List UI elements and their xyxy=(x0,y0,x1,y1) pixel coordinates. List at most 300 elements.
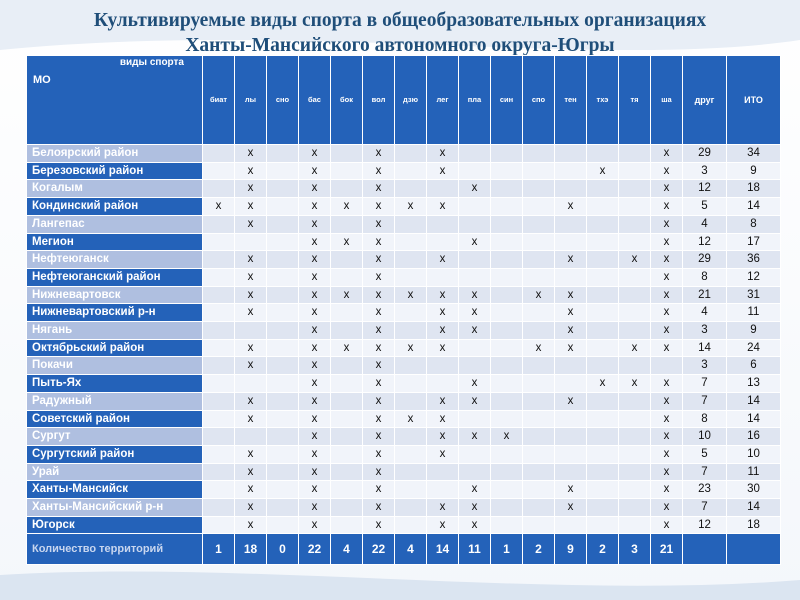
sport-mark-cell: х xyxy=(459,322,491,340)
column-header: бок xyxy=(331,56,363,145)
sport-mark-cell: х xyxy=(363,180,395,198)
sport-mark-cell xyxy=(267,198,299,216)
sport-mark-cell: х xyxy=(299,428,331,446)
totals-row xyxy=(27,534,781,565)
sport-mark-cell: х xyxy=(363,445,395,463)
sport-mark-cell xyxy=(203,428,235,446)
sport-mark-cell: х xyxy=(331,198,363,216)
sport-mark-cell xyxy=(267,233,299,251)
sport-mark-cell xyxy=(395,428,427,446)
municipality-name: Ханты-Мансийский р-н xyxy=(27,499,203,517)
sport-mark-cell xyxy=(491,463,523,481)
sport-mark-cell xyxy=(235,322,267,340)
sport-mark-cell xyxy=(523,375,555,393)
sport-mark-cell: х xyxy=(299,286,331,304)
total-count: 24 xyxy=(727,339,781,357)
sport-mark-cell xyxy=(459,268,491,286)
sport-mark-cell xyxy=(203,180,235,198)
territory-count: 3 xyxy=(619,534,651,565)
sport-mark-cell xyxy=(459,357,491,375)
municipality-name: Ханты-Мансийск xyxy=(27,481,203,499)
sport-mark-cell: х xyxy=(363,428,395,446)
total-count: 34 xyxy=(727,145,781,163)
sport-mark-cell: х xyxy=(555,251,587,269)
sport-mark-cell xyxy=(267,251,299,269)
sport-mark-cell xyxy=(203,463,235,481)
total-count: 14 xyxy=(727,198,781,216)
sport-mark-cell: х xyxy=(363,198,395,216)
sport-mark-cell xyxy=(203,251,235,269)
table-row xyxy=(27,516,781,534)
sport-mark-cell xyxy=(523,145,555,163)
municipality-name: Березовский район xyxy=(27,162,203,180)
table-row xyxy=(27,499,781,517)
sport-mark-cell xyxy=(459,162,491,180)
sport-mark-cell xyxy=(491,375,523,393)
sport-mark-cell: х xyxy=(555,322,587,340)
other-sports-count: 3 xyxy=(683,162,727,180)
sport-mark-cell xyxy=(555,215,587,233)
table-row xyxy=(27,198,781,216)
total-count: 14 xyxy=(727,392,781,410)
other-sports-count: 5 xyxy=(683,198,727,216)
sport-mark-cell xyxy=(523,233,555,251)
sport-mark-cell xyxy=(395,145,427,163)
table-row xyxy=(27,180,781,198)
sport-mark-cell xyxy=(523,180,555,198)
sport-mark-cell: х xyxy=(651,445,683,463)
empty-cell xyxy=(727,534,781,565)
sport-mark-cell xyxy=(331,410,363,428)
sport-mark-cell: х xyxy=(395,410,427,428)
sport-mark-cell xyxy=(459,251,491,269)
sport-mark-cell xyxy=(267,145,299,163)
sport-mark-cell xyxy=(619,180,651,198)
sport-mark-cell: х xyxy=(235,516,267,534)
column-header: биат xyxy=(203,56,235,145)
header-corner xyxy=(27,56,203,145)
sport-mark-cell xyxy=(331,445,363,463)
table-row xyxy=(27,251,781,269)
sport-mark-cell: х xyxy=(299,251,331,269)
sport-mark-cell: х xyxy=(299,357,331,375)
municipality-name: Советский район xyxy=(27,410,203,428)
table-row xyxy=(27,481,781,499)
sport-mark-cell: х xyxy=(619,375,651,393)
total-count: 17 xyxy=(727,233,781,251)
column-header: вол xyxy=(363,56,395,145)
sport-mark-cell: х xyxy=(427,145,459,163)
sport-mark-cell: х xyxy=(235,357,267,375)
sport-mark-cell xyxy=(267,481,299,499)
sport-mark-cell: х xyxy=(427,392,459,410)
sport-mark-cell xyxy=(395,516,427,534)
sport-mark-cell xyxy=(459,198,491,216)
sport-mark-cell: х xyxy=(235,463,267,481)
sport-mark-cell xyxy=(203,145,235,163)
sport-mark-cell: х xyxy=(651,410,683,428)
sport-mark-cell xyxy=(267,445,299,463)
sport-mark-cell xyxy=(203,268,235,286)
other-sports-count: 7 xyxy=(683,463,727,481)
sport-mark-cell: х xyxy=(363,499,395,517)
sport-mark-cell xyxy=(203,233,235,251)
sport-mark-cell: х xyxy=(363,375,395,393)
sport-mark-cell xyxy=(331,180,363,198)
column-header: ша xyxy=(651,56,683,145)
sport-mark-cell xyxy=(587,463,619,481)
column-header: спо xyxy=(523,56,555,145)
sport-mark-cell: х xyxy=(555,286,587,304)
sport-mark-cell xyxy=(203,304,235,322)
sport-mark-cell xyxy=(395,162,427,180)
sport-mark-cell xyxy=(427,357,459,375)
sport-mark-cell: х xyxy=(555,499,587,517)
sport-mark-cell xyxy=(331,516,363,534)
other-sports-count: 12 xyxy=(683,516,727,534)
other-sports-count: 12 xyxy=(683,180,727,198)
sport-mark-cell xyxy=(395,304,427,322)
sport-mark-cell xyxy=(587,215,619,233)
sport-mark-cell xyxy=(203,162,235,180)
sport-mark-cell: х xyxy=(235,251,267,269)
other-sports-count: 7 xyxy=(683,392,727,410)
sport-mark-cell: х xyxy=(651,180,683,198)
territory-count: 4 xyxy=(395,534,427,565)
sport-mark-cell: х xyxy=(427,198,459,216)
sport-mark-cell xyxy=(587,516,619,534)
column-header: пла xyxy=(459,56,491,145)
sport-mark-cell: х xyxy=(363,162,395,180)
sport-mark-cell: х xyxy=(299,198,331,216)
sport-mark-cell xyxy=(267,499,299,517)
other-sports-count: 8 xyxy=(683,268,727,286)
sport-mark-cell xyxy=(587,392,619,410)
sport-mark-cell: х xyxy=(427,286,459,304)
sport-mark-cell xyxy=(203,286,235,304)
sport-mark-cell xyxy=(491,445,523,463)
sport-mark-cell xyxy=(459,445,491,463)
sport-mark-cell: х xyxy=(651,268,683,286)
sport-mark-cell: х xyxy=(651,304,683,322)
sport-mark-cell: х xyxy=(459,233,491,251)
sport-mark-cell xyxy=(267,516,299,534)
sport-mark-cell xyxy=(267,357,299,375)
other-sports-count: 29 xyxy=(683,251,727,269)
total-count: 36 xyxy=(727,251,781,269)
sport-mark-cell xyxy=(267,268,299,286)
sport-mark-cell xyxy=(331,481,363,499)
territory-count: 4 xyxy=(331,534,363,565)
sport-mark-cell: х xyxy=(651,145,683,163)
total-count: 11 xyxy=(727,304,781,322)
sport-mark-cell xyxy=(395,268,427,286)
column-header: лег xyxy=(427,56,459,145)
sport-mark-cell: х xyxy=(235,481,267,499)
sport-mark-cell xyxy=(331,322,363,340)
column-header: друг xyxy=(683,56,727,145)
municipality-name: Белоярский район xyxy=(27,145,203,163)
table-row xyxy=(27,286,781,304)
sport-mark-cell xyxy=(587,499,619,517)
territory-count: 21 xyxy=(651,534,683,565)
municipality-name: Кондинский район xyxy=(27,198,203,216)
sport-mark-cell xyxy=(491,251,523,269)
sport-mark-cell: х xyxy=(555,481,587,499)
total-count: 6 xyxy=(727,357,781,375)
sport-mark-cell: х xyxy=(299,145,331,163)
total-count: 18 xyxy=(727,516,781,534)
sport-mark-cell xyxy=(587,339,619,357)
sport-mark-cell xyxy=(395,392,427,410)
table-row xyxy=(27,463,781,481)
table-body xyxy=(27,145,781,565)
sport-mark-cell xyxy=(331,268,363,286)
sport-mark-cell xyxy=(427,375,459,393)
sport-mark-cell xyxy=(395,375,427,393)
sport-mark-cell xyxy=(203,445,235,463)
sport-mark-cell: х xyxy=(235,286,267,304)
sport-mark-cell: х xyxy=(651,286,683,304)
table-row xyxy=(27,304,781,322)
sport-mark-cell xyxy=(555,463,587,481)
sport-mark-cell xyxy=(555,268,587,286)
sport-mark-cell: х xyxy=(299,304,331,322)
municipality-name: Покачи xyxy=(27,357,203,375)
sport-mark-cell: х xyxy=(459,499,491,517)
sport-mark-cell xyxy=(235,233,267,251)
sport-mark-cell xyxy=(203,357,235,375)
column-header: сно xyxy=(267,56,299,145)
sport-mark-cell xyxy=(555,516,587,534)
sport-mark-cell: х xyxy=(299,499,331,517)
sport-mark-cell xyxy=(491,198,523,216)
sport-mark-cell xyxy=(203,499,235,517)
total-count: 14 xyxy=(727,410,781,428)
sport-mark-cell: х xyxy=(651,375,683,393)
sport-mark-cell xyxy=(587,180,619,198)
territory-count: 1 xyxy=(203,534,235,565)
sport-mark-cell xyxy=(555,233,587,251)
sport-mark-cell xyxy=(459,463,491,481)
other-sports-count: 23 xyxy=(683,481,727,499)
sport-mark-cell xyxy=(331,357,363,375)
territory-count: 0 xyxy=(267,534,299,565)
total-count: 8 xyxy=(727,215,781,233)
sport-mark-cell xyxy=(203,339,235,357)
other-sports-count: 5 xyxy=(683,445,727,463)
table-row xyxy=(27,410,781,428)
sport-mark-cell xyxy=(427,481,459,499)
sport-mark-cell: х xyxy=(651,162,683,180)
sport-mark-cell xyxy=(619,499,651,517)
table-row xyxy=(27,445,781,463)
sport-mark-cell xyxy=(203,410,235,428)
territory-count: 11 xyxy=(459,534,491,565)
sport-mark-cell xyxy=(587,251,619,269)
sport-mark-cell xyxy=(395,357,427,375)
municipality-name: Нефтеюганск xyxy=(27,251,203,269)
sport-mark-cell xyxy=(587,286,619,304)
total-count: 9 xyxy=(727,162,781,180)
table-row xyxy=(27,339,781,357)
sport-mark-cell xyxy=(523,251,555,269)
sport-mark-cell: х xyxy=(427,428,459,446)
sport-mark-cell xyxy=(395,180,427,198)
sport-mark-cell: х xyxy=(619,251,651,269)
sport-mark-cell: х xyxy=(651,499,683,517)
sport-mark-cell: х xyxy=(459,516,491,534)
sport-mark-cell xyxy=(395,463,427,481)
other-sports-count: 4 xyxy=(683,304,727,322)
sport-mark-cell xyxy=(523,198,555,216)
page-title xyxy=(0,8,800,58)
sport-mark-cell: х xyxy=(523,339,555,357)
sport-mark-cell xyxy=(555,162,587,180)
sport-mark-cell xyxy=(459,339,491,357)
column-header: тен xyxy=(555,56,587,145)
sport-mark-cell xyxy=(491,516,523,534)
other-sports-count: 21 xyxy=(683,286,727,304)
sport-mark-cell: х xyxy=(459,286,491,304)
sport-mark-cell xyxy=(427,268,459,286)
sport-mark-cell: х xyxy=(299,215,331,233)
total-count: 30 xyxy=(727,481,781,499)
sport-mark-cell xyxy=(331,428,363,446)
column-header: тхэ xyxy=(587,56,619,145)
sport-mark-cell: х xyxy=(363,322,395,340)
sport-mark-cell xyxy=(523,357,555,375)
territory-count: 22 xyxy=(299,534,331,565)
column-header: син xyxy=(491,56,523,145)
sport-mark-cell: х xyxy=(619,339,651,357)
sport-mark-cell: х xyxy=(331,233,363,251)
municipality-name: Мегион xyxy=(27,233,203,251)
sport-mark-cell: х xyxy=(555,392,587,410)
sport-mark-cell: х xyxy=(459,375,491,393)
sport-mark-cell xyxy=(523,162,555,180)
sport-mark-cell xyxy=(203,215,235,233)
sport-mark-cell xyxy=(491,392,523,410)
empty-cell xyxy=(683,534,727,565)
sport-mark-cell xyxy=(235,428,267,446)
total-count: 11 xyxy=(727,463,781,481)
total-count: 12 xyxy=(727,268,781,286)
sport-mark-cell xyxy=(491,286,523,304)
sport-mark-cell xyxy=(619,162,651,180)
sport-mark-cell xyxy=(491,481,523,499)
territory-count: 2 xyxy=(587,534,619,565)
sport-mark-cell: х xyxy=(651,251,683,269)
sport-mark-cell: х xyxy=(459,392,491,410)
sport-mark-cell: х xyxy=(235,198,267,216)
municipality-name: Когалым xyxy=(27,180,203,198)
territory-count: 9 xyxy=(555,534,587,565)
sport-mark-cell xyxy=(619,322,651,340)
sport-mark-cell: х xyxy=(363,392,395,410)
sport-mark-cell xyxy=(395,445,427,463)
sport-mark-cell: х xyxy=(395,286,427,304)
sport-mark-cell: х xyxy=(523,286,555,304)
sport-mark-cell xyxy=(619,215,651,233)
sport-mark-cell xyxy=(523,445,555,463)
municipality-name: Радужный xyxy=(27,392,203,410)
sport-mark-cell: х xyxy=(235,145,267,163)
table-row xyxy=(27,233,781,251)
sport-mark-cell xyxy=(459,145,491,163)
sport-mark-cell: х xyxy=(299,516,331,534)
sport-mark-cell xyxy=(619,198,651,216)
corner-sports-label: виды спорта xyxy=(119,57,184,68)
sport-mark-cell xyxy=(587,481,619,499)
sport-mark-cell xyxy=(491,339,523,357)
sport-mark-cell: х xyxy=(459,304,491,322)
sport-mark-cell: х xyxy=(235,445,267,463)
sport-mark-cell xyxy=(555,445,587,463)
table-row xyxy=(27,428,781,446)
sport-mark-cell: х xyxy=(427,339,459,357)
sport-mark-cell: х xyxy=(235,410,267,428)
sport-mark-cell xyxy=(619,145,651,163)
sport-mark-cell: х xyxy=(235,215,267,233)
sport-mark-cell xyxy=(619,286,651,304)
sport-mark-cell: х xyxy=(331,339,363,357)
column-header: дзю xyxy=(395,56,427,145)
sport-mark-cell xyxy=(523,463,555,481)
other-sports-count: 14 xyxy=(683,339,727,357)
sport-mark-cell: х xyxy=(555,339,587,357)
sport-mark-cell: х xyxy=(651,516,683,534)
sport-mark-cell xyxy=(619,392,651,410)
sport-mark-cell: х xyxy=(427,162,459,180)
sport-mark-cell: х xyxy=(363,481,395,499)
sport-mark-cell: х xyxy=(651,233,683,251)
title-line-2: Ханты-Мансийского автономного округа-Югры xyxy=(185,35,615,56)
sport-mark-cell: х xyxy=(651,215,683,233)
sport-mark-cell: х xyxy=(235,499,267,517)
sport-mark-cell xyxy=(331,499,363,517)
sport-mark-cell xyxy=(459,410,491,428)
other-sports-count: 3 xyxy=(683,357,727,375)
sport-mark-cell xyxy=(523,428,555,446)
sport-mark-cell: х xyxy=(459,180,491,198)
sport-mark-cell xyxy=(619,445,651,463)
sport-mark-cell: х xyxy=(299,339,331,357)
sport-mark-cell xyxy=(587,198,619,216)
sport-mark-cell xyxy=(331,145,363,163)
municipality-name: Октябрьский район xyxy=(27,339,203,357)
sport-mark-cell xyxy=(395,215,427,233)
sport-mark-cell: х xyxy=(395,198,427,216)
sport-mark-cell xyxy=(267,286,299,304)
sport-mark-cell: х xyxy=(235,392,267,410)
total-count: 16 xyxy=(727,428,781,446)
sport-mark-cell xyxy=(491,233,523,251)
sport-mark-cell xyxy=(427,215,459,233)
sport-mark-cell: х xyxy=(459,428,491,446)
sport-mark-cell xyxy=(523,392,555,410)
sport-mark-cell xyxy=(587,233,619,251)
table-row xyxy=(27,145,781,163)
municipality-name: Лангепас xyxy=(27,215,203,233)
other-sports-count: 29 xyxy=(683,145,727,163)
sport-mark-cell xyxy=(331,392,363,410)
table-row xyxy=(27,357,781,375)
sport-mark-cell xyxy=(555,180,587,198)
municipality-name: Нижневартовский р-н xyxy=(27,304,203,322)
municipality-name: Пыть-Ях xyxy=(27,375,203,393)
sport-mark-cell: х xyxy=(363,516,395,534)
